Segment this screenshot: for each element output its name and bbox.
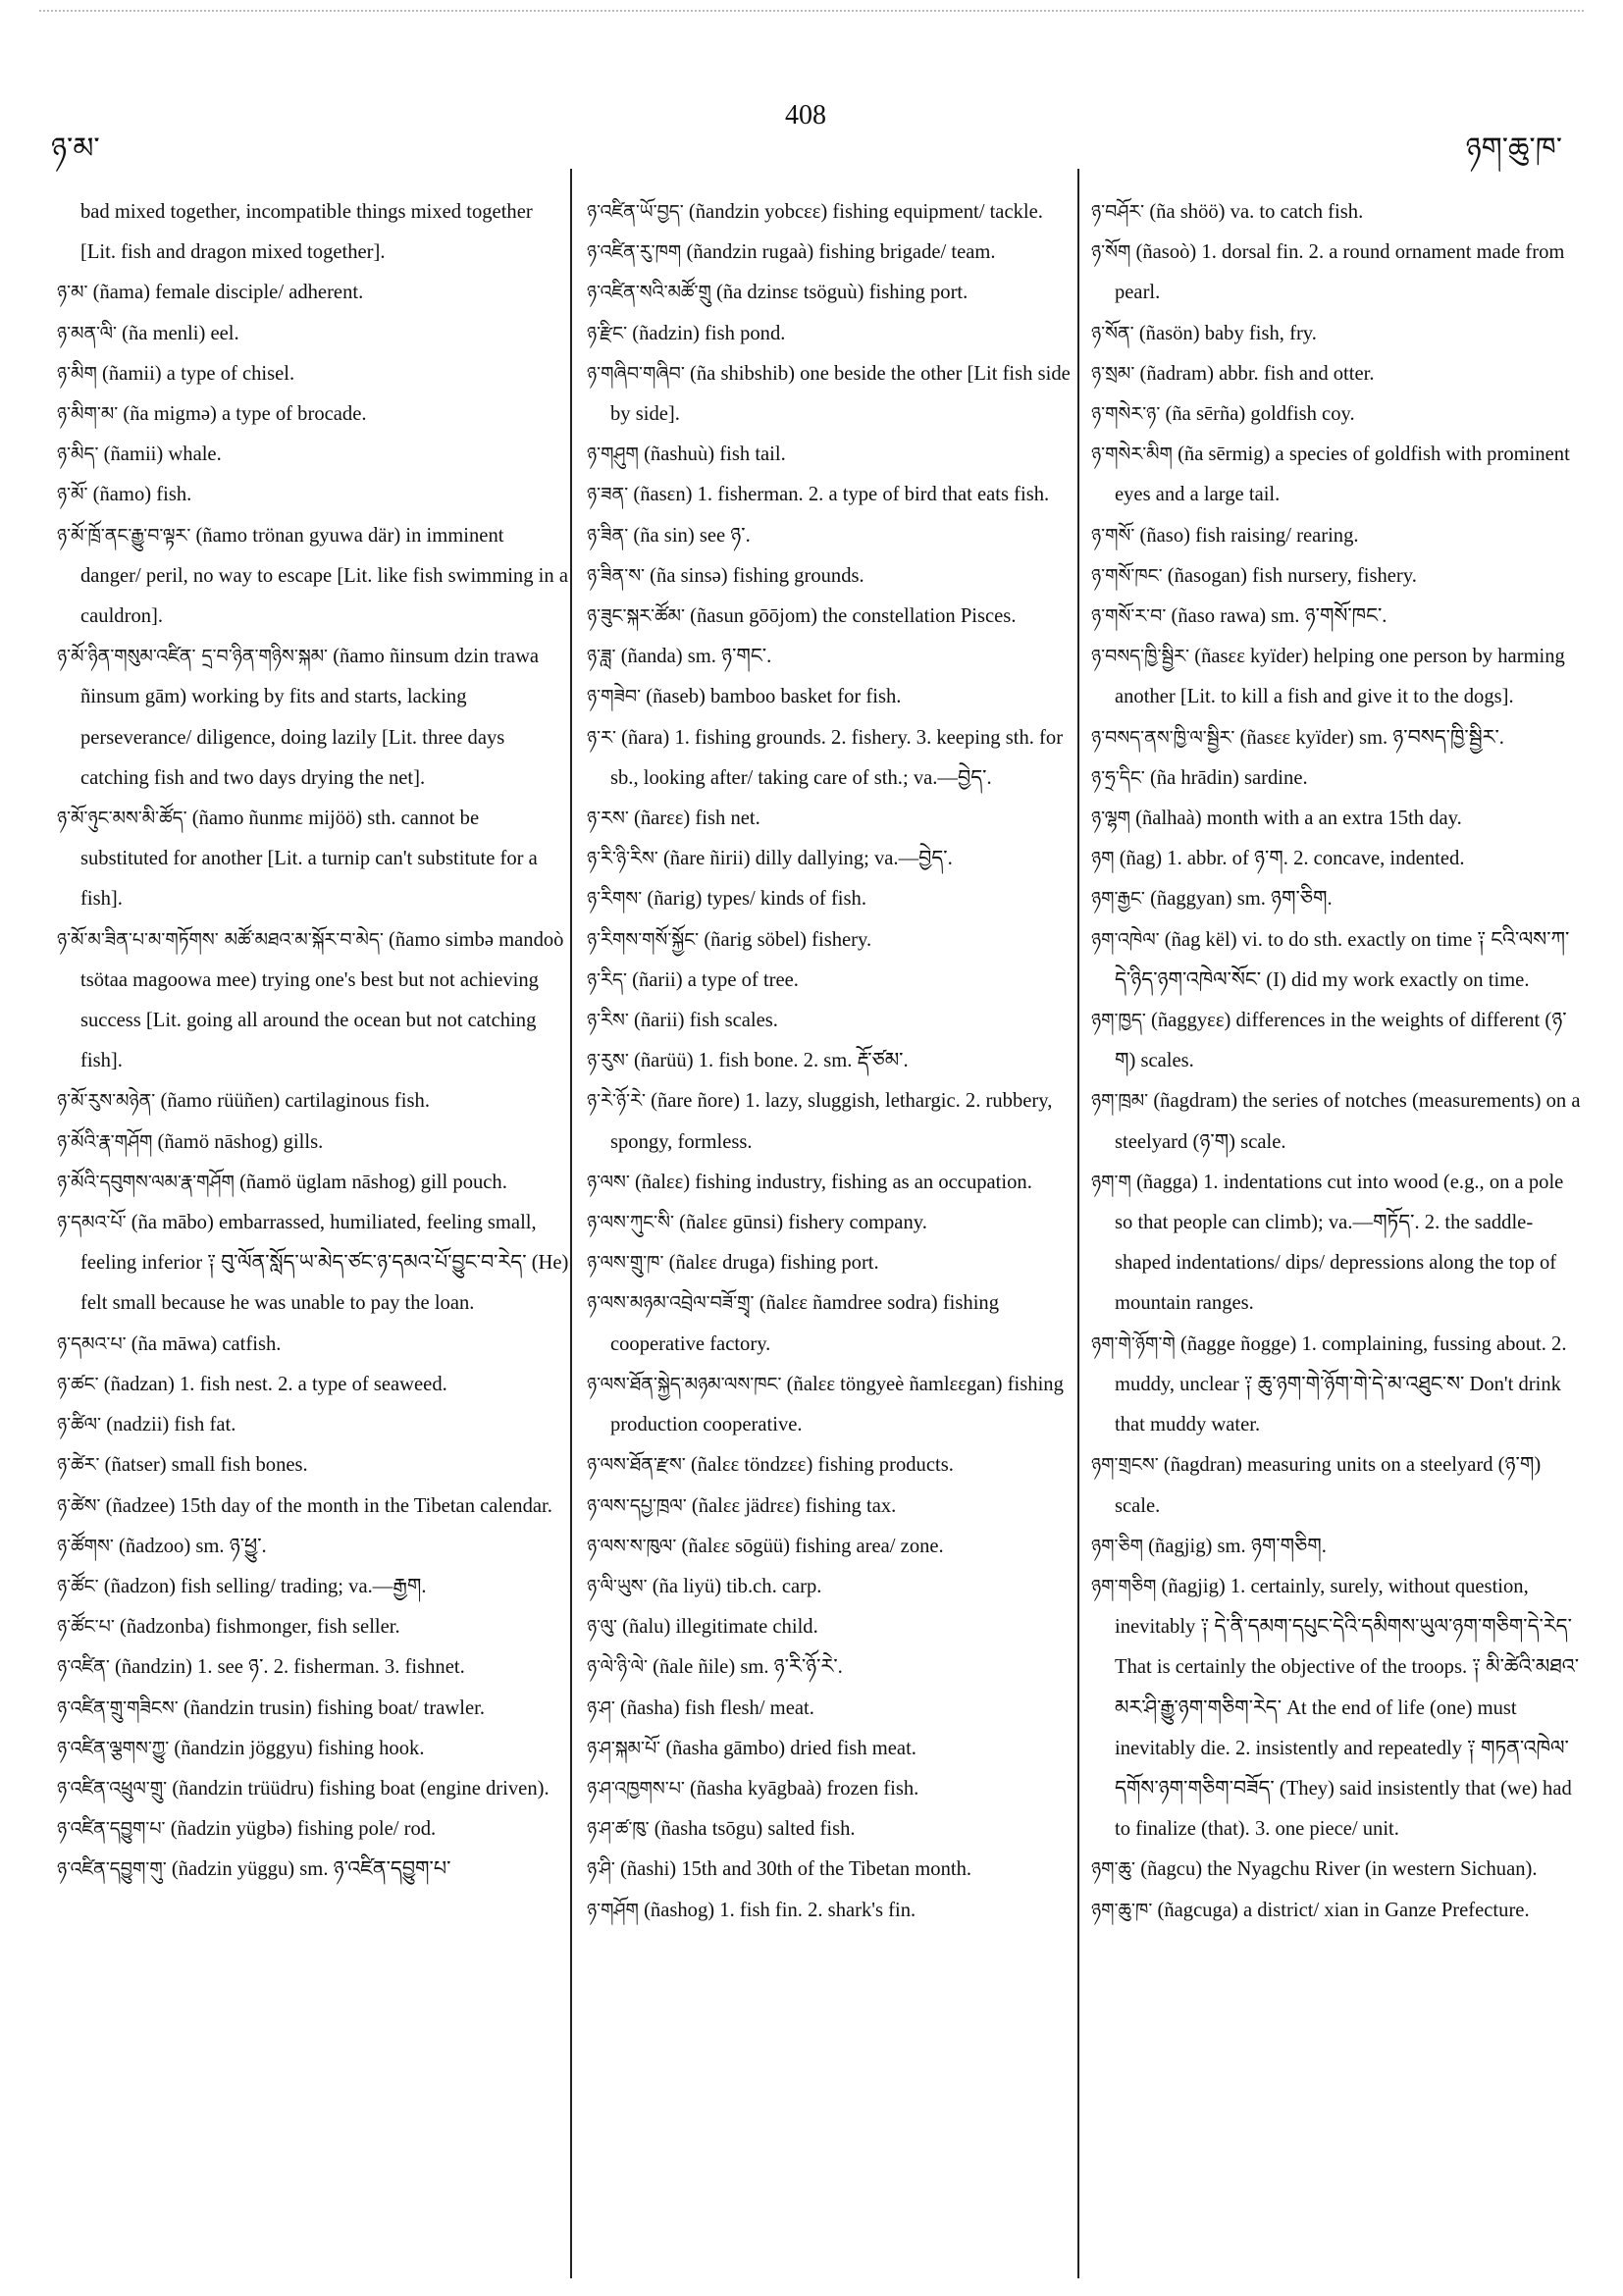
entry-definition: (ñarig söbel) fishery. bbox=[704, 928, 872, 951]
entry-definition: (ñaseb) bamboo basket for fish. bbox=[646, 686, 902, 708]
entry-definition: bad mixed together, incompatible things mixed together [Lit. fish and dragon mixed together]. bbox=[80, 201, 533, 264]
entry-definition: (ñashog) 1. fish fin. 2. shark's fin. bbox=[644, 1899, 916, 1921]
entry-headword: ཉ་བསད་ཁྱི་སྦྱིར་ bbox=[1091, 646, 1190, 668]
dictionary-entry bbox=[587, 1445, 1075, 1486]
entry-definition: (ñamo trönan gyuwa där) in imminent danger/ peril, no way to escape [Lit. like fish swimming in a cauldron]. bbox=[80, 524, 568, 628]
dictionary-entry bbox=[1091, 839, 1582, 879]
entry-definition: (ñalεε jädrεε) fishing tax. bbox=[691, 1494, 897, 1517]
entry-definition: (ña migmə) a type of brocade. bbox=[123, 403, 367, 426]
entry-headword: ཉག་ཁྲམ་ bbox=[1091, 1090, 1149, 1113]
dictionary-entry bbox=[1091, 637, 1582, 717]
dictionary-entry bbox=[57, 435, 569, 475]
entry-definition: (ñalhaà) month with a an extra 15th day. bbox=[1135, 808, 1462, 830]
dictionary-entry bbox=[1091, 758, 1582, 799]
dictionary-entry bbox=[587, 637, 1075, 677]
dictionary-entry bbox=[587, 1243, 1075, 1283]
entry-headword: ཉ་རིགས་ bbox=[587, 888, 643, 911]
entry-definition: (ñale ñile) sm. ཉ་རི་ཉོ་རེ་. bbox=[653, 1656, 843, 1679]
dictionary-entry bbox=[587, 192, 1075, 233]
entry-definition: (ñadzonba) fishmonger, fish seller. bbox=[119, 1616, 400, 1639]
entry-definition: (ña mābo) embarrassed, humiliated, feeling small, feeling inferior ༑ བུ་ལོན་སློད་ཡ་མེད་ཙང་ཉ་དམའ་པོ་བྱུང་བ་རེད་ (He) felt small because he was unable to pay the loan. bbox=[80, 1212, 569, 1315]
column-divider bbox=[1077, 169, 1079, 2278]
entry-headword: ཉ་འཛིན་གྲུ་གཟིངས་ bbox=[57, 1696, 179, 1719]
entry-definition: (ña sin) see ཉ་. bbox=[633, 524, 751, 547]
entry-headword: ཉ་ཧྲ་དིང་ bbox=[1091, 766, 1145, 789]
entry-definition: (ñalu) illegitimate child. bbox=[622, 1616, 818, 1639]
entry-definition: (ñasha gāmbo) dried fish meat. bbox=[665, 1737, 916, 1759]
entry-headword: ཉག་ཅིག bbox=[1091, 1535, 1143, 1557]
entry-definition: (ñandzin rugaà) fishing brigade/ team. bbox=[686, 241, 996, 264]
dictionary-entry bbox=[1091, 1445, 1582, 1526]
entry-definition: (ñarεε) fish net. bbox=[633, 808, 760, 830]
entry-headword: ཉ་ར་ bbox=[587, 726, 616, 749]
dictionary-entry bbox=[587, 1891, 1075, 1931]
entry-headword: ཉ་ཚང་ bbox=[57, 1373, 99, 1395]
entry-definition: (ñaggyan) sm. ཉག་ཅིག. bbox=[1150, 888, 1333, 911]
dictionary-entry bbox=[57, 475, 569, 515]
entry-headword: ཉ་འཛིན་ལྕགས་ཀྱུ་ bbox=[57, 1737, 170, 1759]
entry-headword: ཉ་སོག bbox=[1091, 241, 1131, 264]
dictionary-entry bbox=[1091, 314, 1582, 354]
dictionary-entry bbox=[587, 1729, 1075, 1769]
entry-headword: ཉ་འཛིན་ཡོ་བྱད་ bbox=[587, 201, 684, 223]
dictionary-entry bbox=[587, 475, 1075, 515]
entry-headword: ཉ་ལྷག bbox=[1091, 808, 1130, 830]
entry-headword: ཉ་གཞིབ་གཞིབ་ bbox=[587, 362, 685, 385]
entry-definition: (ña sērña) goldfish coy. bbox=[1165, 403, 1355, 426]
dictionary-entry bbox=[587, 556, 1075, 597]
scan-border bbox=[39, 10, 1584, 12]
entry-definition: (ñamii) whale. bbox=[103, 444, 222, 466]
entry-headword: ཉག་གཅིག bbox=[1091, 1575, 1157, 1597]
dictionary-entry bbox=[1091, 1850, 1582, 1890]
entry-headword: ཉ་གསོ་ཁང་ bbox=[1091, 564, 1163, 587]
entry-definition: (ñarüü) 1. fish bone. 2. sm. རྡོ་ཙམ་. bbox=[633, 1050, 909, 1072]
entry-headword: ཉ་འཛིན་དབྱུག་གུ་ bbox=[57, 1858, 167, 1881]
entry-headword: ཉ་ཚོགས་ bbox=[57, 1535, 114, 1557]
dictionary-entry bbox=[57, 1081, 569, 1122]
entry-headword: ཉ་མོ་ཉིན་གསུམ་འཛིན་ དྲ་བ་ཉིན་གཉིས་སྐམ་ bbox=[57, 646, 329, 668]
dictionary-entry bbox=[57, 1769, 569, 1809]
entry-headword: ཉ་ཚོང་ bbox=[57, 1575, 99, 1597]
entry-definition: (ñalεε ñamdree sodra) fishing cooperative factory. bbox=[610, 1292, 1000, 1355]
entry-headword: ཉ་སྲམ་ bbox=[1091, 362, 1135, 385]
entry-definition: (ñadzoo) sm. ཉ་ཕྱུ་. bbox=[119, 1535, 267, 1557]
entry-headword: ཉ་ལས་གྲུ་ཁ་ bbox=[587, 1252, 664, 1275]
entry-headword: ཉ་ཚིལ་ bbox=[57, 1414, 102, 1436]
dictionary-entry bbox=[587, 354, 1075, 435]
dictionary-entry bbox=[587, 879, 1075, 919]
entry-definition: (ñasogan) fish nursery, fishery. bbox=[1167, 564, 1417, 587]
entry-definition: (ñamii) a type of chisel. bbox=[102, 362, 295, 385]
column-divider bbox=[570, 169, 572, 2278]
entry-definition: (ñandzin trusin) fishing boat/ trawler. bbox=[183, 1696, 485, 1719]
entry-headword: ཉ་རེ་ཉོ་རེ་ bbox=[587, 1090, 646, 1113]
entry-headword: ཉ་སོན་ bbox=[1091, 322, 1134, 344]
dictionary-entry bbox=[1091, 718, 1582, 758]
dictionary-entry bbox=[57, 192, 569, 273]
entry-headword: ཉ་མིག bbox=[57, 362, 97, 385]
entry-headword: ཉ་ལི་ཡུས་ bbox=[587, 1575, 648, 1597]
entry-definition: (ñadram) abbr. fish and otter. bbox=[1139, 362, 1375, 385]
dictionary-entry bbox=[587, 1607, 1075, 1647]
entry-headword: ཉ་རུས་ bbox=[587, 1050, 629, 1072]
entry-headword: ཉ་ལེ་ཉི་ལེ་ bbox=[587, 1656, 648, 1679]
dictionary-entry bbox=[57, 1445, 569, 1486]
entry-headword: ཉ་མོ་ bbox=[57, 484, 88, 506]
entry-definition: (ñarig) types/ kinds of fish. bbox=[647, 888, 866, 911]
entry-definition: (ñalεε druga) fishing port. bbox=[668, 1252, 879, 1275]
dictionary-entry bbox=[57, 799, 569, 920]
dictionary-entry bbox=[587, 273, 1075, 313]
entry-headword: ཉ་ཟིན་ bbox=[587, 524, 629, 547]
dictionary-entry bbox=[587, 1689, 1075, 1729]
entry-definition: (ñasun gōōjom) the constellation Pisces. bbox=[690, 605, 1017, 628]
entry-headword: ཉག་ག bbox=[1091, 1171, 1131, 1193]
dictionary-entry bbox=[1091, 1567, 1582, 1850]
entry-headword: ཉ་མོ་རུས་མཉེན་ bbox=[57, 1090, 156, 1113]
dictionary-entry bbox=[1091, 556, 1582, 597]
dictionary-entry bbox=[587, 1283, 1075, 1364]
dictionary-entry bbox=[1091, 1001, 1582, 1081]
dictionary-entry bbox=[57, 920, 569, 1082]
entry-definition: (ñandzin jöggyu) fishing hook. bbox=[174, 1737, 425, 1759]
dictionary-entry bbox=[587, 718, 1075, 799]
entry-headword: ཉ་གསོ་ bbox=[1091, 524, 1135, 547]
dictionary-entry bbox=[57, 273, 569, 313]
entry-definition: (ñandzin) 1. see ཉ་. 2. fisherman. 3. fishnet. bbox=[114, 1656, 465, 1679]
left-running-head: ཉ་མ་ bbox=[51, 132, 100, 165]
entry-definition: (ñagdram) the series of notches (measurements) on a steelyard (ཉ་ག) scale. bbox=[1115, 1090, 1581, 1153]
entry-headword: ཉ་རིས་ bbox=[587, 1010, 629, 1032]
entry-definition: (ñadzon) fish selling/ trading; va.—རྒྱག. bbox=[103, 1575, 427, 1597]
dictionary-entry bbox=[587, 233, 1075, 273]
entry-definition: (ñamö üglam nāshog) gill pouch. bbox=[239, 1171, 507, 1193]
dictionary-entry bbox=[587, 1203, 1075, 1243]
dictionary-entry bbox=[587, 1769, 1075, 1809]
entry-headword: ཉ་ཚེས་ bbox=[57, 1494, 101, 1517]
dictionary-entry bbox=[587, 1041, 1075, 1081]
dictionary-entry bbox=[1091, 233, 1582, 313]
entry-headword: ཉག་གྲངས་ bbox=[1091, 1454, 1159, 1477]
entry-definition: (ñara) 1. fishing grounds. 2. fishery. 3. keeping sth. for sb., looking after/ taking care of sth.; va.—བྱེད་. bbox=[610, 726, 1064, 789]
entry-definition: (ñaso rawa) sm. ཉ་གསོ་ཁང་. bbox=[1171, 605, 1387, 628]
dictionary-entry bbox=[57, 1809, 569, 1850]
right-running-head: ཉག་ཆུ་ཁ་ bbox=[1465, 132, 1562, 165]
entry-headword: ཉ་ཚེར་ bbox=[57, 1454, 100, 1477]
dictionary-entry bbox=[587, 799, 1075, 839]
entry-definition: (ñadzee) 15th day of the month in the Tibetan calendar. bbox=[105, 1494, 552, 1517]
entry-definition: (ñadzin yügbə) fishing pole/ rod. bbox=[170, 1818, 437, 1841]
entry-headword: ཉ་བསད་ནས་ཁྱི་ལ་སྦྱིར་ bbox=[1091, 726, 1235, 749]
entry-definition: (ñasεε kyïder) sm. ཉ་བསད་ཁྱི་སྦྱིར་. bbox=[1239, 726, 1504, 749]
dictionary-entry bbox=[1091, 920, 1582, 1001]
dictionary-entry bbox=[57, 1487, 569, 1527]
entry-headword: ཉ་རས་ bbox=[587, 808, 629, 830]
dictionary-entry bbox=[1091, 879, 1582, 919]
entry-definition: (ñamo ñinsum dzin trawa ñinsum gām) working by fits and starts, lacking perseverance/ diligence, doing lazily [Lit. three days catching fish and two days drying the net]. bbox=[80, 646, 540, 789]
entry-definition: (ñamo simbə mandoò tsötaa magoowa mee) trying one's best but not achieving success [Lit. going all around the ocean but not catching fish]. bbox=[80, 928, 564, 1072]
entry-headword: ཉ་མོའི་རྣ་གཤོག bbox=[57, 1130, 153, 1153]
entry-headword: ཉ་ལས་ bbox=[587, 1171, 630, 1193]
entry-definition: (ñalεε töngyeè ñamlεεgan) fishing production cooperative. bbox=[610, 1373, 1064, 1436]
dictionary-entry bbox=[1091, 1325, 1582, 1446]
entry-definition: (ñalεε sōgüü) fishing area/ zone. bbox=[681, 1535, 944, 1557]
entry-headword: ཉ་གཤོག bbox=[587, 1899, 639, 1921]
entry-definition: (ña sinsə) fishing grounds. bbox=[650, 564, 864, 587]
dictionary-entry bbox=[1091, 516, 1582, 556]
entry-headword: ཉ་རི་ཉི་རིས་ bbox=[587, 848, 658, 870]
entry-definition: (ñalεε töndzεε) fishing products. bbox=[690, 1454, 954, 1477]
entry-definition: (ñagge ñogge) 1. complaining, fussing about. 2. muddy, unclear ༑ ཆུ་ཉག་གེ་ཉོག་གེ་དེ་མ་འཐུང་ས་ Don't drink that muddy water. bbox=[1115, 1332, 1567, 1436]
dictionary-entry bbox=[587, 1647, 1075, 1688]
entry-definition: (ñagjig) sm. ཉག་གཅིག. bbox=[1148, 1535, 1327, 1557]
entry-definition: (ñagcuga) a district/ xian in Ganze Prefecture. bbox=[1157, 1899, 1530, 1921]
entry-definition: (ñadzin yüggu) sm. ཉ་འཛིན་དབྱུག་པ་ bbox=[171, 1858, 451, 1881]
entry-headword: ཉ་མོ་མ་ཟིན་པ་མ་གཏོགས་ མཚོ་མཐའ་མ་སྐོར་བ་མེད་ bbox=[57, 928, 384, 951]
dictionary-entry bbox=[1091, 1081, 1582, 1162]
entry-headword: ཉ་ཤི་ bbox=[587, 1858, 615, 1881]
entry-definition: (ñalεε gūnsi) fishery company. bbox=[679, 1212, 927, 1234]
entry-headword: ཉ་བཤོར་ bbox=[1091, 201, 1145, 223]
entry-definition: (ñama) female disciple/ adherent. bbox=[92, 282, 364, 304]
dictionary-entry bbox=[587, 435, 1075, 475]
entry-headword: ཉ་ལུ་ bbox=[587, 1616, 617, 1639]
entry-definition: (ñatser) small fish bones. bbox=[104, 1454, 308, 1477]
entry-definition: (ñarii) a type of tree. bbox=[632, 968, 799, 991]
entry-definition: (ñandzin yobcεε) fishing equipment/ tackle. bbox=[688, 201, 1043, 223]
dictionary-entry bbox=[1091, 799, 1582, 839]
entry-headword: ཉ་གསེར་ཉ་ bbox=[1091, 403, 1161, 426]
entry-definition: (ñalεε) fishing industry, fishing as an occupation. bbox=[634, 1171, 1032, 1193]
dictionary-entry bbox=[1091, 435, 1582, 515]
entry-definition: (ñasha kyāgbaà) frozen fish. bbox=[690, 1777, 919, 1800]
entry-definition: (ñagga) 1. indentations cut into wood (e.g., on a pole so that people can climb); va.—གཏོད་. 2. the saddle-shaped indentations/ dips/ depressions along the top of mountain ranges. bbox=[1115, 1171, 1564, 1315]
entry-headword: ཉ་གཤུག bbox=[587, 444, 639, 466]
entry-definition: (ñasön) baby fish, fry. bbox=[1138, 322, 1317, 344]
entry-definition: (ñagdran) measuring units on a steelyard (ཉ་ག) scale. bbox=[1115, 1454, 1542, 1517]
entry-definition: (ñag) 1. abbr. of ཉ་ག. 2. concave, indented. bbox=[1119, 848, 1465, 870]
entry-headword: ཉ་དམའ་པོ་ bbox=[57, 1212, 127, 1234]
entry-headword: ཉག་ཁྱད་ bbox=[1091, 1010, 1146, 1032]
entry-definition: (nadzii) fish fat. bbox=[106, 1414, 236, 1436]
entry-definition: (ña shibshib) one beside the other [Lit fish side by side]. bbox=[610, 362, 1071, 426]
entry-headword: ཉ་མ་ bbox=[57, 282, 88, 304]
entry-definition: (ñarii) fish scales. bbox=[633, 1010, 778, 1032]
dictionary-entry bbox=[587, 920, 1075, 961]
dictionary-entry bbox=[57, 1325, 569, 1365]
entry-definition: (ñadzin) fish pond. bbox=[632, 322, 786, 344]
entry-definition: (ña dzinsε tsöguù) fishing port. bbox=[715, 282, 969, 304]
entry-headword: ཉག bbox=[1091, 848, 1115, 870]
dictionary-entry bbox=[587, 1809, 1075, 1850]
dictionary-entry bbox=[57, 314, 569, 354]
dictionary-entry bbox=[587, 1001, 1075, 1041]
entry-definition: (ñashi) 15th and 30th of the Tibetan month. bbox=[619, 1858, 972, 1881]
dictionary-entry bbox=[57, 394, 569, 435]
dictionary-entry bbox=[57, 1729, 569, 1769]
dictionary-entry bbox=[57, 516, 569, 638]
entry-headword: ཉ་འཛིན་རུ་ཁག bbox=[587, 241, 682, 264]
entry-headword: ཉ་གསོ་ར་བ་ bbox=[1091, 605, 1167, 628]
dictionary-entry bbox=[57, 1203, 569, 1325]
entry-definition: (ña shöö) va. to catch fish. bbox=[1149, 201, 1364, 223]
entry-headword: ཉ་རྫིང་ bbox=[587, 322, 628, 344]
entry-headword: ཉ་འཛིན་འཕྲུལ་གྲུ་ bbox=[57, 1777, 168, 1800]
dictionary-entry bbox=[57, 637, 569, 799]
dictionary-entry bbox=[57, 1122, 569, 1163]
entry-headword: ཉ་གཟེབ་ bbox=[587, 686, 642, 708]
entry-definition: (ña menli) eel. bbox=[122, 322, 239, 344]
dictionary-entry bbox=[587, 597, 1075, 637]
dictionary-entry bbox=[57, 1163, 569, 1203]
dictionary-entry bbox=[57, 1689, 569, 1729]
dictionary-entry bbox=[587, 1365, 1075, 1445]
entry-definition: (ñamö nāshog) gills. bbox=[157, 1130, 324, 1153]
dictionary-entry bbox=[587, 1527, 1075, 1567]
entry-headword: ཉ་ཚོང་པ་ bbox=[57, 1616, 115, 1639]
dictionary-entry bbox=[57, 1365, 569, 1405]
entry-headword: ཉག་ཆུ་ bbox=[1091, 1858, 1136, 1881]
entry-headword: ཉ་ཟླ་ bbox=[587, 646, 616, 668]
entry-definition: (ñaso) fish raising/ rearing. bbox=[1139, 524, 1359, 547]
entry-definition: (ña liyü) tib.ch. carp. bbox=[652, 1575, 822, 1597]
column-3 bbox=[1091, 192, 1582, 1931]
dictionary-entry bbox=[57, 1607, 569, 1647]
dictionary-entry bbox=[587, 677, 1075, 717]
entry-headword: ཉག་འཁེལ་ bbox=[1091, 928, 1160, 951]
entry-headword: ཉ་ཟན་ bbox=[587, 484, 629, 506]
dictionary-entry bbox=[1091, 1163, 1582, 1325]
entry-definition: (ñamo ñunmε mijöö) sth. cannot be substituted for another [Lit. a turnip can't substitute for a fish]. bbox=[80, 808, 538, 911]
dictionary-entry bbox=[587, 1487, 1075, 1527]
entry-headword: ཉ་ལས་མཉམ་འབྲེལ་བཟོ་གྲྭ་ bbox=[587, 1292, 755, 1315]
entry-headword: ཉ་མིག་མ་ bbox=[57, 403, 119, 426]
entry-definition: (ñag kël) vi. to do sth. exactly on time ༑ ངའི་ལས་ཀ་དེ་ཉིད་ཉག་འཁེལ་སོང་ (I) did my work exactly on time. bbox=[1115, 928, 1570, 991]
dictionary-entry bbox=[57, 1405, 569, 1445]
entry-definition: (ñasεε kyïder) helping one person by harming another [Lit. to kill a fish and give it to the dogs]. bbox=[1115, 646, 1565, 708]
dictionary-entry bbox=[1091, 354, 1582, 394]
entry-definition: (ñasha) fish flesh/ meat. bbox=[619, 1696, 814, 1719]
entry-headword: ཉ་ཤ་འཁྱགས་པ་ bbox=[587, 1777, 685, 1800]
entry-headword: ཉ་ལས་ཀུང་སི་ bbox=[587, 1212, 674, 1234]
entry-headword: ཉ་མོ་ཉུང་མས་མི་ཚོད་ bbox=[57, 808, 187, 830]
entry-definition: (ña hrādin) sardine. bbox=[1149, 766, 1308, 789]
entry-definition: (ñare ñirii) dilly dallying; va.—བྱེད་. bbox=[662, 848, 953, 870]
entry-headword: ཉ་མོའི་དབུགས་ལམ་རྣ་གཤོག bbox=[57, 1171, 235, 1193]
entry-definition: (ñasha tsōgu) salted fish. bbox=[654, 1818, 856, 1841]
dictionary-entry bbox=[1091, 192, 1582, 233]
dictionary-entry bbox=[57, 1850, 569, 1890]
entry-definition: (ñare ñore) 1. lazy, sluggish, lethargic. 2. rubbery, spongy, formless. bbox=[610, 1090, 1053, 1153]
dictionary-entry bbox=[587, 839, 1075, 879]
entry-definition: (ñasεn) 1. fisherman. 2. a type of bird that eats fish. bbox=[633, 484, 1050, 506]
entry-headword: ཉ་རིགས་གསོ་སྐྱོང་ bbox=[587, 928, 700, 951]
dictionary-entry bbox=[587, 516, 1075, 556]
entry-definition: (ñandzin trüüdru) fishing boat (engine driven). bbox=[172, 1777, 550, 1800]
entry-headword: ཉ་མིད་ bbox=[57, 444, 99, 466]
entry-headword: ཉག་ཆུ་ཁ་ bbox=[1091, 1899, 1153, 1921]
entry-definition: (ña māwa) catfish. bbox=[131, 1332, 282, 1355]
dictionary-entry bbox=[1091, 394, 1582, 435]
entry-headword: ཉ་ལས་དཔྱ་ཁྲལ་ bbox=[587, 1494, 687, 1517]
entry-headword: ཉ་རིད་ bbox=[587, 968, 627, 991]
entry-definition: (ña sērmig) a species of goldfish with prominent eyes and a large tail. bbox=[1115, 444, 1570, 506]
entry-definition: (ñagcu) the Nyagchu River (in western Sichuan). bbox=[1140, 1858, 1538, 1881]
entry-headword: ཉ་ལས་ཐོན་རྫས་ bbox=[587, 1454, 686, 1477]
entry-headword: ཉ་ཟིན་ས་ bbox=[587, 564, 646, 587]
dictionary-entry bbox=[57, 1527, 569, 1567]
entry-definition: (ñagjig) 1. certainly, surely, without question, inevitably ༑ དེ་ནི་དམག་དཔུང་དེའི་དམིགས་ཡུལ་ཉག་གཅིག་དེ་རེད་ That is certainly the objective of the troops. ༑ མི་ཚེའི་མཐའ་མར་ཤི་རྒྱུ་ཉག་གཅིག་རེད་ At the end of life (one) must inevitably die. 2. insistently and repeatedly ༑ གཏན་འཁེལ་དགོས་ཉག་གཅིག་བཟོད་ (They) said insistently that (we) had to finalize (that). 3. one piece/ unit. bbox=[1115, 1575, 1580, 1841]
entry-headword: ཉག་གེ་ཉོག་གེ bbox=[1091, 1332, 1176, 1355]
dictionary-entry bbox=[57, 354, 569, 394]
page-number: 408 bbox=[785, 100, 826, 130]
entry-headword: ཉ་ལས་ཐོན་སྐྱེད་མཉམ་ལས་ཁང་ bbox=[587, 1373, 782, 1395]
dictionary-entry bbox=[587, 1850, 1075, 1890]
entry-headword: ཉ་ཤ་ bbox=[587, 1696, 615, 1719]
dictionary-entry bbox=[1091, 597, 1582, 637]
entry-headword: ཉ་འཛིན་ bbox=[57, 1656, 110, 1679]
entry-definition: (ñanda) sm. ཉ་གང་. bbox=[620, 646, 772, 668]
entry-headword: ཉ་གསེར་མིག bbox=[1091, 444, 1173, 466]
entry-headword: ཉ་འཛིན་དབྱུག་པ་ bbox=[57, 1818, 166, 1841]
dictionary-entry bbox=[587, 1163, 1075, 1203]
entry-headword: ཉ་མོ་ཁྲོ་ནང་རྒྱུ་བ་ལྟར་ bbox=[57, 524, 191, 547]
dictionary-entry bbox=[587, 314, 1075, 354]
entry-definition: (ñasoò) 1. dorsal fin. 2. a round ornament made from pearl. bbox=[1115, 241, 1565, 304]
entry-headword: ཉག་རྒྱང་ bbox=[1091, 888, 1145, 911]
dictionary-entry bbox=[57, 1647, 569, 1688]
entry-definition: (ñadzan) 1. fish nest. 2. a type of seaweed. bbox=[103, 1373, 447, 1395]
column-2 bbox=[587, 192, 1075, 1931]
column-1 bbox=[57, 192, 569, 1891]
entry-headword: ཉ་དམའ་པ་ bbox=[57, 1332, 127, 1355]
entry-definition: (ñamo rüüñen) cartilaginous fish. bbox=[160, 1090, 430, 1113]
entry-definition: (ñashuù) fish tail. bbox=[644, 444, 786, 466]
entry-definition: (ñamo) fish. bbox=[92, 484, 192, 506]
entry-headword: ཉ་ཤ་སྐམ་པོ་ bbox=[587, 1737, 661, 1759]
dictionary-entry bbox=[57, 1567, 569, 1607]
entry-headword: ཉ་མན་ལི་ bbox=[57, 322, 117, 344]
dictionary-entry bbox=[1091, 1891, 1582, 1931]
dictionary-entry bbox=[587, 1567, 1075, 1607]
entry-headword: ཉ་ལས་ས་ཁུལ་ bbox=[587, 1535, 677, 1557]
dictionary-entry bbox=[587, 961, 1075, 1001]
entry-headword: ཉ་ཤ་ཚ་ཁུ་ bbox=[587, 1818, 650, 1841]
dictionary-entry bbox=[587, 1081, 1075, 1162]
dictionary-entry bbox=[1091, 1527, 1582, 1567]
entry-definition: (ñaggyεε) differences in the weights of different (ཉ་ག) scales. bbox=[1115, 1010, 1567, 1072]
entry-headword: ཉ་འཛིན་སའི་མཚོ་གྲུ bbox=[587, 282, 711, 304]
entry-headword: ཉ་ཟུང་སྐར་ཚོམ་ bbox=[587, 605, 685, 628]
